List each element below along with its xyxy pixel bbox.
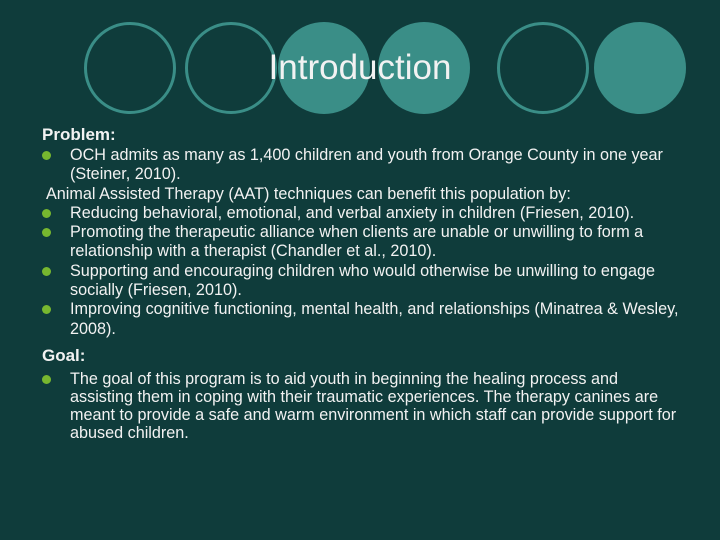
bullet-icon [42, 228, 51, 237]
aat-bullet [42, 300, 682, 339]
bullet-text: OCH admits as many as 1,400 children and youth from Orange County in one year (Steiner, 2010). [70, 146, 663, 184]
bullet-icon [42, 305, 51, 314]
problem-bullet [42, 146, 682, 185]
bullet-text: Improving cognitive functioning, mental health, and relationships (Minatrea & Wesley, 2008). [70, 300, 679, 338]
slide-body [42, 124, 682, 442]
bullet-icon [42, 267, 51, 276]
aat-bullet [42, 223, 682, 262]
bullet-icon [42, 209, 51, 218]
bullet-icon [42, 151, 51, 160]
slide-title: Introduction [268, 48, 452, 87]
bullet-text: The goal of this program is to aid youth in beginning the healing process and assisting them in coping with their traumatic experiences. The therapy canines are meant to provide a safe and warm environment in which staff can provide support for abused children. [70, 369, 677, 442]
aat-bullet [42, 262, 682, 301]
bullet-text: Promoting the therapeutic alliance when clients are unable or unwilling to form a relationship with a therapist (Chandler et al., 2010). [70, 223, 644, 261]
bullet-text: Supporting and encouraging children who would otherwise be unwilling to engage socially (Friesen, 2010). [70, 261, 655, 300]
aat-bullet [42, 204, 682, 223]
goal-bullet [42, 370, 682, 442]
problem-heading: Problem: [42, 125, 116, 144]
aat-intro: Animal Assisted Therapy (AAT) techniques can benefit this population by: [46, 184, 571, 203]
bullet-icon [42, 375, 51, 384]
bullet-text: Reducing behavioral, emotional, and verbal anxiety in children (Friesen, 2010). [70, 203, 635, 222]
goal-heading: Goal: [42, 345, 86, 365]
